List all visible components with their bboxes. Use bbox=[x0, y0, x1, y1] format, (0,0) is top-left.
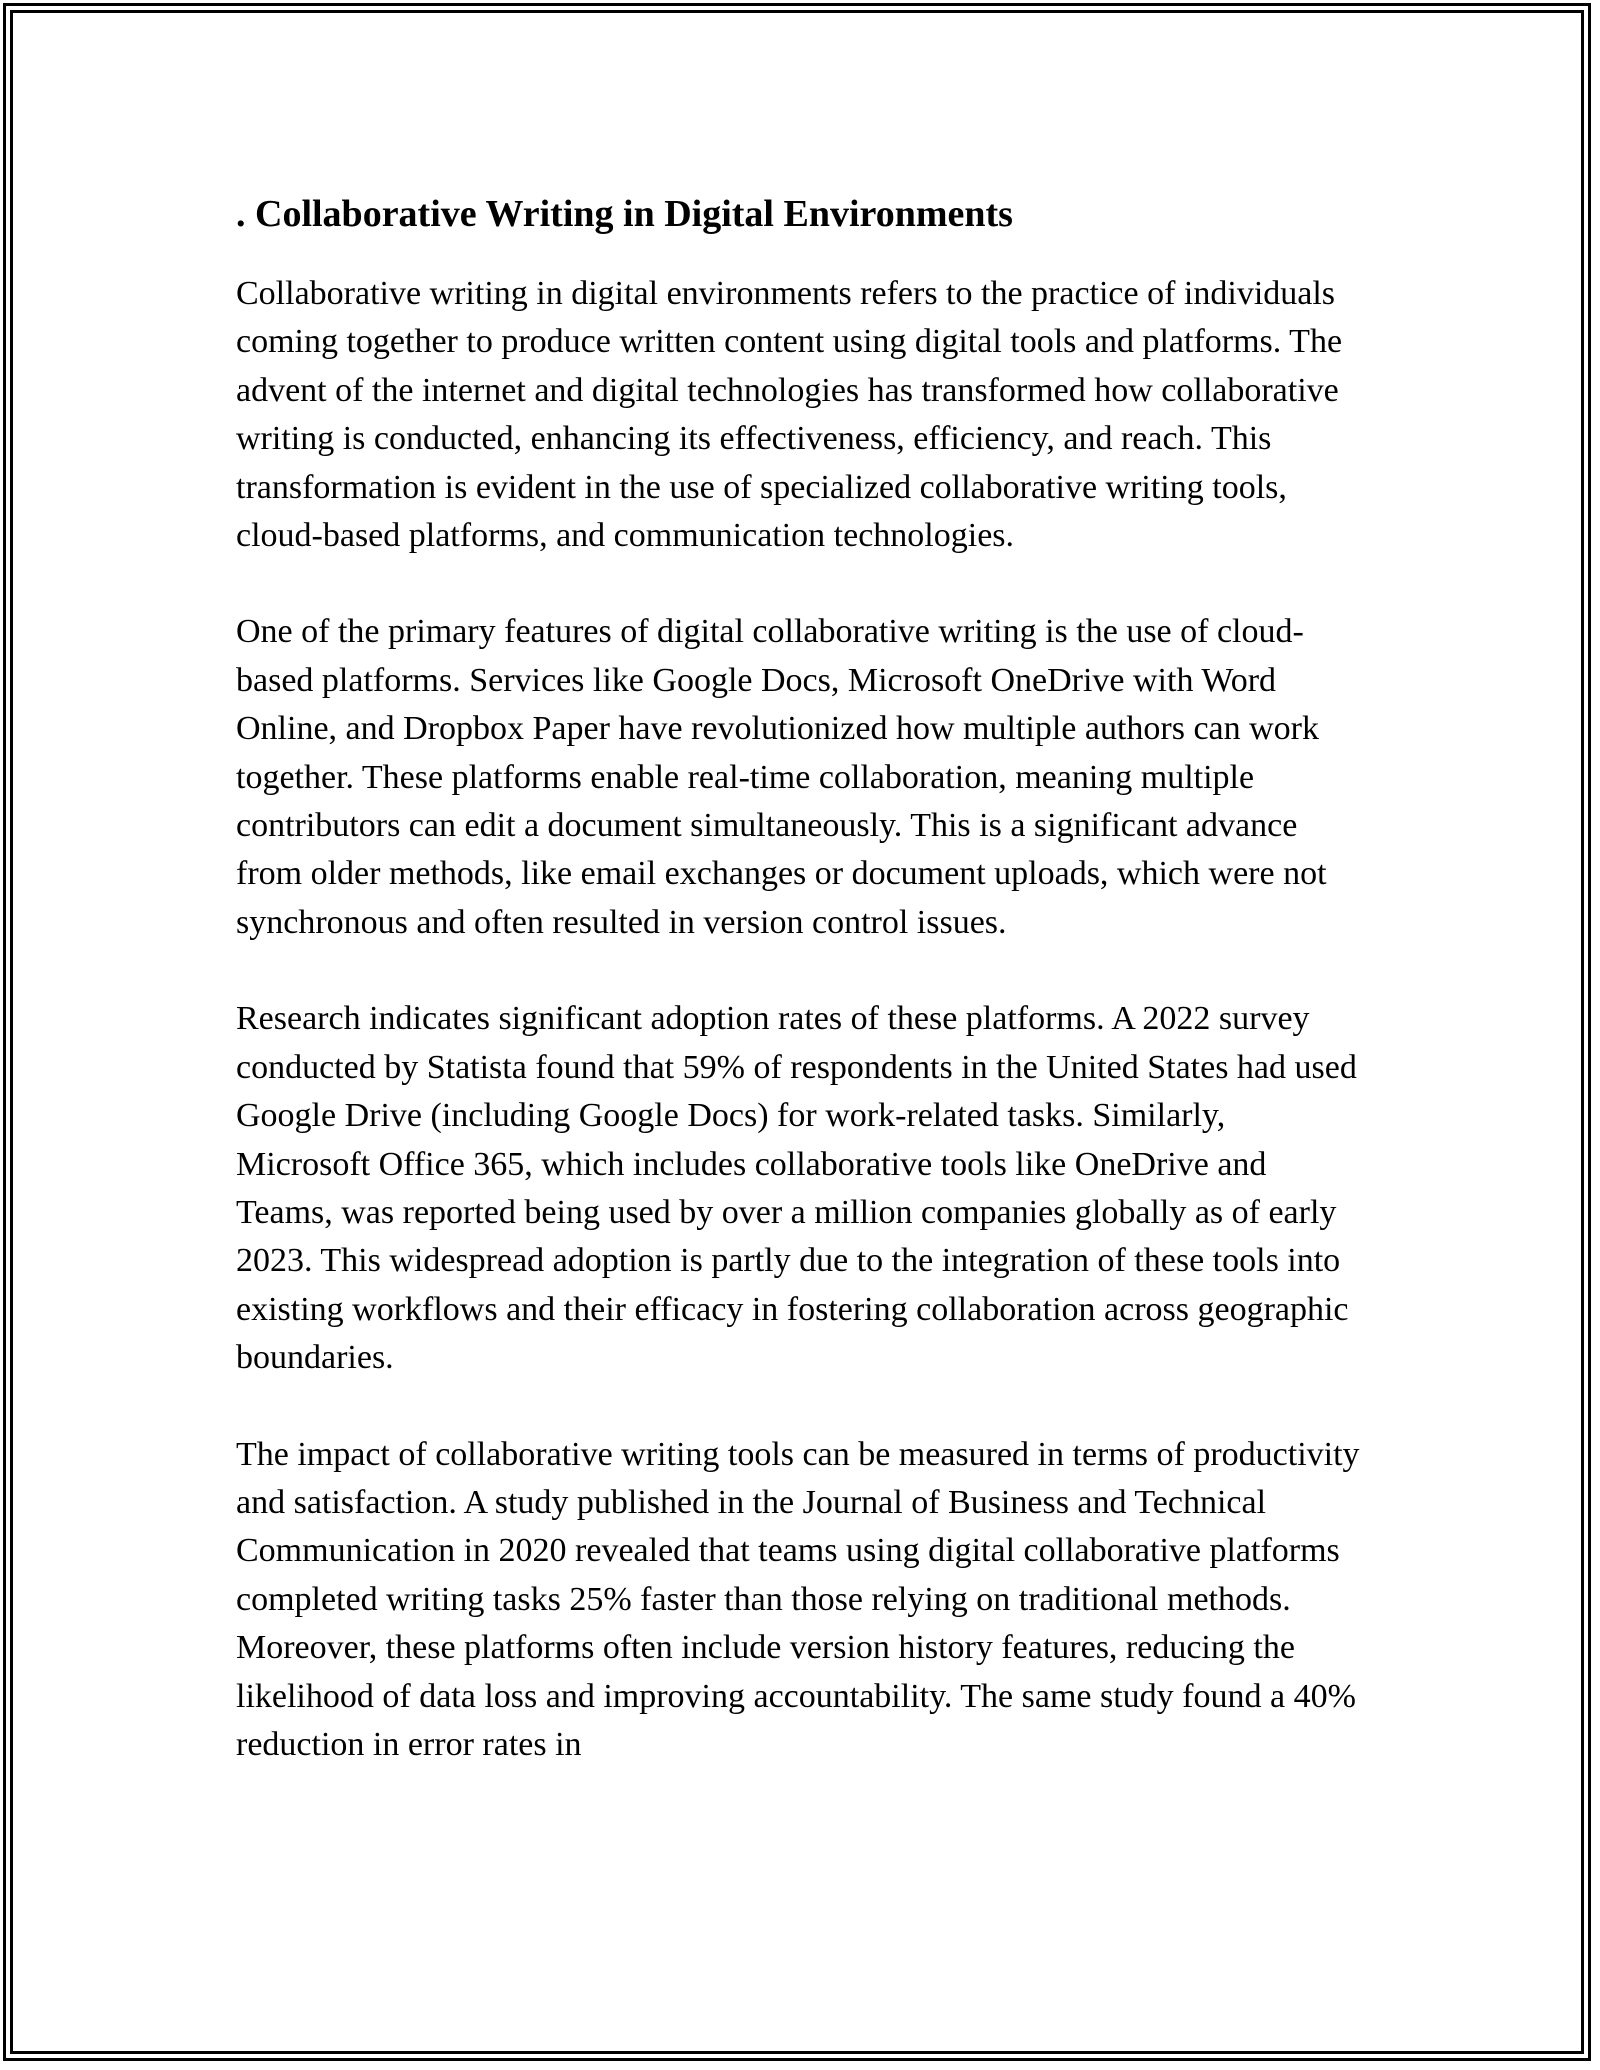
paragraph-4: The impact of collaborative writing tools can be measured in terms of productivity and satisfaction. A study published in the Journal of Business and Technical Communication in 2020 revealed that teams using digital collaborative platforms completed writing tasks 25% faster than those relying on traditional methods. Moreover, these platforms often include version history features, reducing the likelihood of data loss and improving accountability. The same study found a 40% reduction in error rates in bbox=[236, 1435, 1360, 1763]
section-heading: . Collaborative Writing in Digital Environments bbox=[236, 193, 1013, 235]
document-body bbox=[236, 186, 1366, 1769]
paragraph-3: Research indicates significant adoption rates of these platforms. A 2022 survey conducted by Statista found that 59% of respondents in the United States had used Google Drive (including Google Docs) for work-related tasks. Similarly, Microsoft Office 365, which includes collaborative tools like OneDrive and Teams, was reported being used by over a million companies globally as of early 2023. This widespread adoption is partly due to the integration of these tools into existing workflows and their efficacy in fostering collaboration across geographic boundaries. bbox=[236, 1000, 1357, 1377]
paragraph-2: One of the primary features of digital collaborative writing is the use of cloud-based platforms. Services like Google Docs, Microsoft OneDrive with Word Online, and Dropbox Paper have revolutionized how multiple authors can work together. These platforms enable real-time collaboration, meaning multiple contributors can edit a document simultaneously. This is a significant advance from older methods, like email exchanges or document uploads, which were not synchronous and often resulted in version control issues. bbox=[236, 613, 1327, 941]
paragraph-1: Collaborative writing in digital environments refers to the practice of individuals coming together to produce written content using digital tools and platforms. The advent of the internet and digital technologies has transformed how collaborative writing is conducted, enhancing its effectiveness, efficiency, and reach. This transformation is evident in the use of specialized collaborative writing tools, cloud-based platforms, and communication technologies. bbox=[236, 275, 1343, 555]
